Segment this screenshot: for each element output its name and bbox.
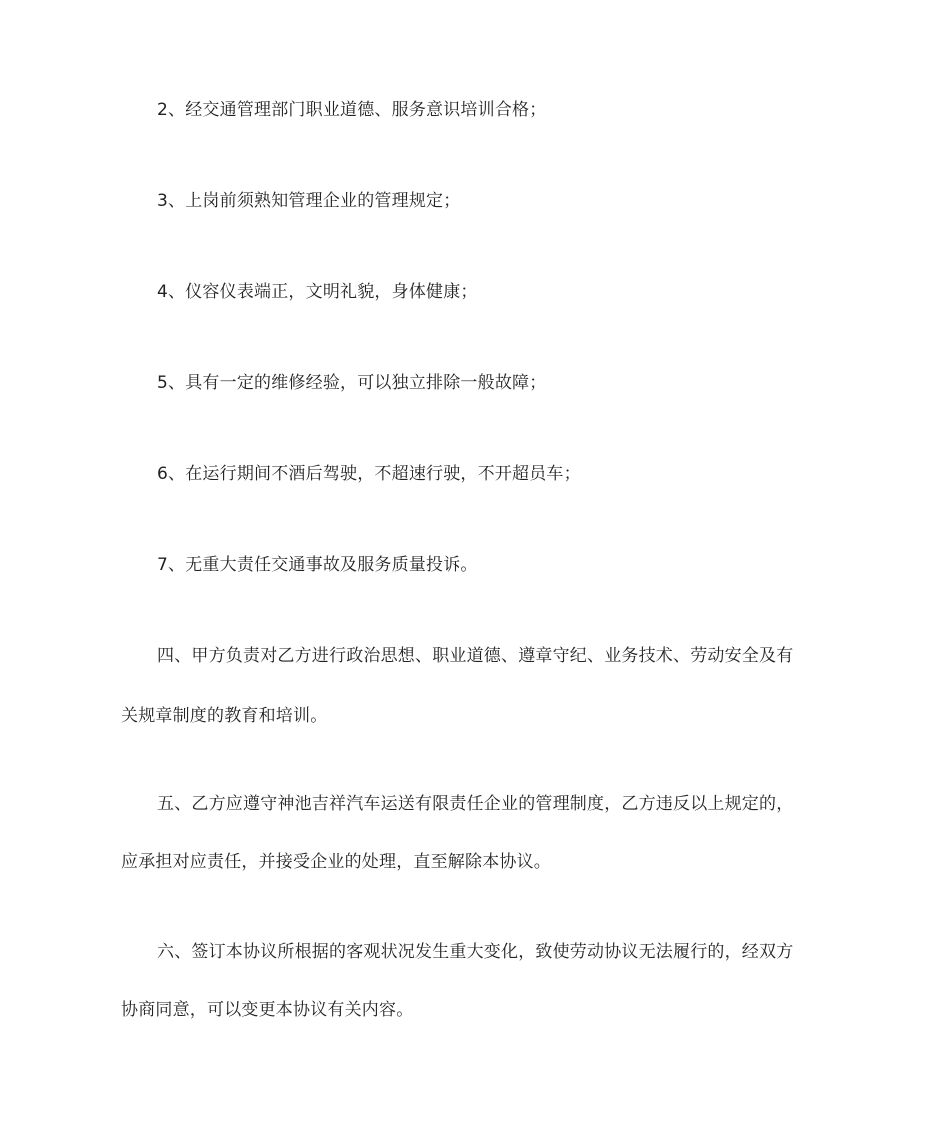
clause-4-line-1: 四、甲方负责对乙方进行政治思想、职业道德、遵章守纪、业务技术、劳动安全及有 (157, 646, 794, 666)
item-3-text: 3、上岗前须熟知管理企业的管理规定； (157, 191, 461, 211)
item-6-text: 6、在运行期间不酒后驾驶，不超速行驶，不开超员车； (157, 464, 581, 484)
clause-6-line-1: 六、签订本协议所根据的客观状况发生重大变化，致使劳动协议无法履行的，经双方 (157, 942, 794, 962)
item-4-text: 4、仪容仪表端正，文明礼貌，身体健康； (157, 282, 478, 302)
clause-6-line-2: 协商同意，可以变更本协议有关内容。 (121, 1000, 414, 1020)
clause-5-line-2: 应承担对应责任，并接受企业的处理，直至解除本协议。 (121, 852, 551, 872)
item-7-text: 7、无重大责任交通事故及服务质量投诉。 (157, 555, 478, 575)
clause-4-line-2: 关规章制度的教育和培训。 (121, 706, 328, 726)
clause-5-line-1: 五、乙方应遵守神池吉祥汽车运送有限责任企业的管理制度，乙方违反以上规定的， (157, 794, 794, 814)
item-2-text: 2、经交通管理部门职业道德、服务意识培训合格； (157, 100, 547, 120)
item-5-text: 5、具有一定的维修经验，可以独立排除一般故障； (157, 373, 547, 393)
